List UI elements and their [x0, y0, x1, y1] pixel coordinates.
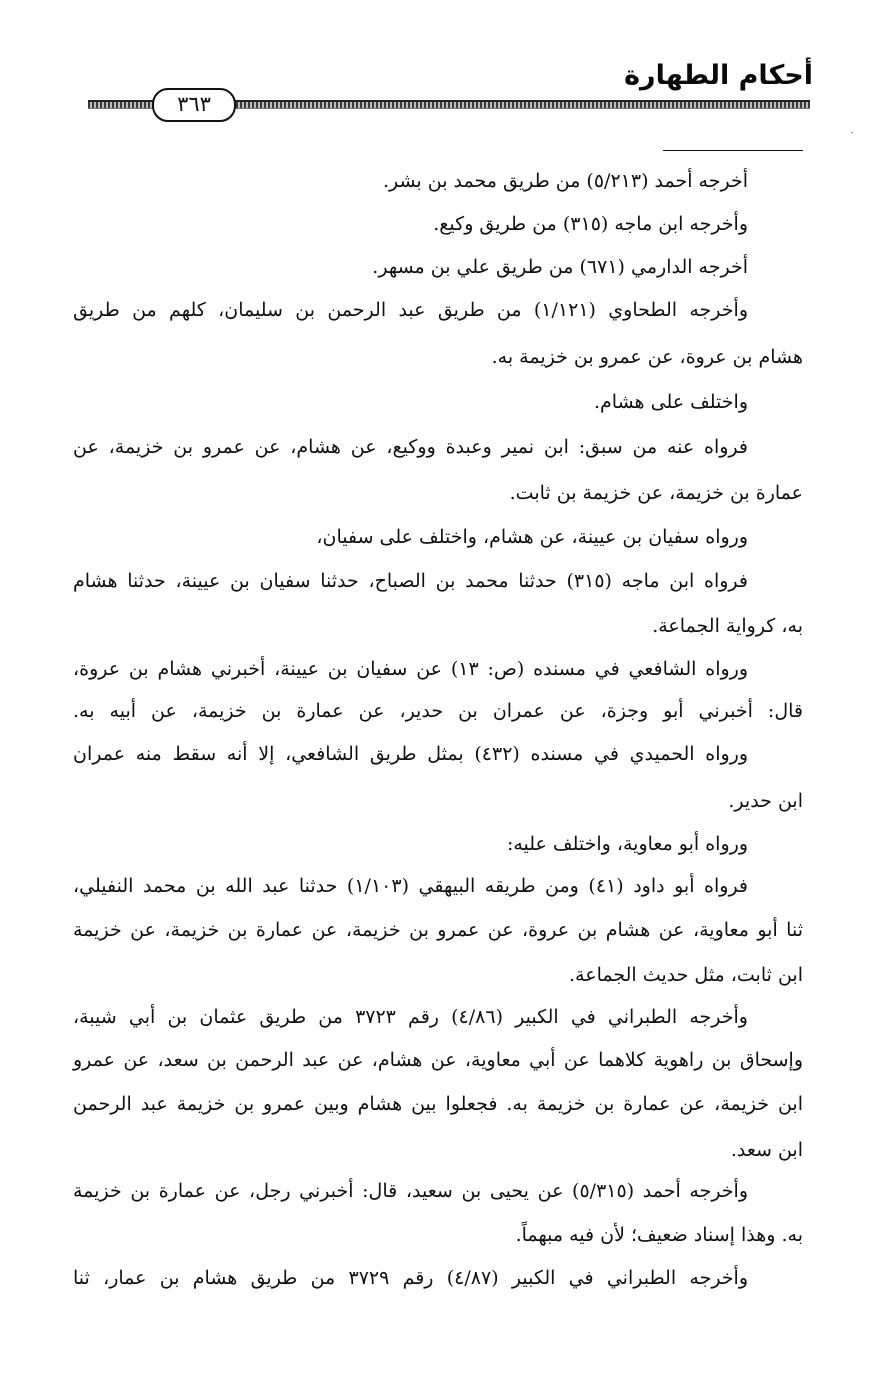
- page-number: ٣٦٣: [152, 88, 236, 122]
- text-line: قال: أخبرني أبو وجزة، عن عمران بن حدير، عن عمارة بن خزيمة، عن أبيه به.: [73, 700, 803, 722]
- text-line: عمارة بن خزيمة، عن خزيمة بن ثابت.: [509, 482, 803, 504]
- text-line: هشام بن عروة، عن عمرو بن خزيمة به.: [491, 346, 803, 368]
- footnote-separator: [663, 150, 803, 151]
- text-line: ورواه الحميدي في مسنده (٤٣٢) بمثل طريق الشافعي، إلا أنه سقط منه عمران: [73, 743, 748, 765]
- text-line: واختلف على هشام.: [594, 391, 748, 413]
- text-line: ورواه أبو معاوية، واختلف عليه:: [506, 833, 748, 855]
- text-line: ابن سعد.: [730, 1139, 803, 1161]
- text-line: به. وهذا إسناد ضعيف؛ لأن فيه مبهماً.: [515, 1224, 803, 1246]
- text-line: وأخرجه أحمد (٥/٣١٥) عن يحيى بن سعيد، قال: أخبرني رجل، عن عمارة بن خزيمة: [73, 1180, 748, 1202]
- margin-mark: ·: [850, 126, 854, 140]
- text-line: ورواه الشافعي في مسنده (ص: ١٣) عن سفيان بن عيينة، أخبرني هشام بن عروة،: [73, 658, 748, 680]
- text-line: وأخرجه ابن ماجه (٣١٥) من طريق وكيع.: [433, 213, 748, 235]
- text-line: أخرجه أحمد (٥/٢١٣) من طريق محمد بن بشر.: [382, 170, 748, 192]
- text-line: فرواه عنه من سبق: ابن نمير وعبدة ووكيع، عن هشام، عن عمرو بن خزيمة، عن: [73, 436, 748, 458]
- text-line: وإسحاق بن راهوية كلاهما عن أبي معاوية، عن هشام، عن عبد الرحمن بن سعد، عن عمرو: [73, 1049, 803, 1071]
- text-line: ورواه سفيان بن عيينة، عن هشام، واختلف على سفيان،: [316, 526, 748, 548]
- running-title: أحكام الطهارة: [624, 60, 813, 91]
- text-line: به، كرواية الجماعة.: [652, 615, 803, 637]
- text-line: ابن ثابت، مثل حديث الجماعة.: [569, 964, 803, 986]
- text-line: وأخرجه الطبراني في الكبير (٤/٨٧) رقم ٣٧٢٩ من طريق هشام بن عمار، ثنا: [73, 1267, 748, 1289]
- text-line: فرواه أبو داود (٤١) ومن طريقه البيهقي (١/١٠٣) حدثنا عبد الله بن محمد النفيلي،: [73, 875, 749, 897]
- text-line: فرواه ابن ماجه (٣١٥) حدثنا محمد بن الصباح، حدثنا سفيان بن عيينة، حدثنا هشام: [73, 570, 748, 592]
- text-line: ابن خزيمة، عن عمارة بن خزيمة به. فجعلوا بين هشام وبين عمرو بن خزيمة عبد الرحمن: [73, 1093, 803, 1115]
- text-line: ابن حدير.: [728, 790, 803, 812]
- text-line: وأخرجه الطحاوي (١/١٢١) من طريق عبد الرحمن بن سليمان، كلهم من طريق: [73, 299, 748, 321]
- text-line: أخرجه الدارمي (٦٧١) من طريق علي بن مسهر.: [372, 256, 748, 278]
- text-line: وأخرجه الطبراني في الكبير (٤/٨٦) رقم ٣٧٢٣ من طريق عثمان بن أبي شيبة،: [73, 1006, 748, 1028]
- text-line: ثنا أبو معاوية، عن هشام بن عروة، عن عمرو بن خزيمة، عن عمارة بن خزيمة، عن خزيمة: [73, 919, 803, 941]
